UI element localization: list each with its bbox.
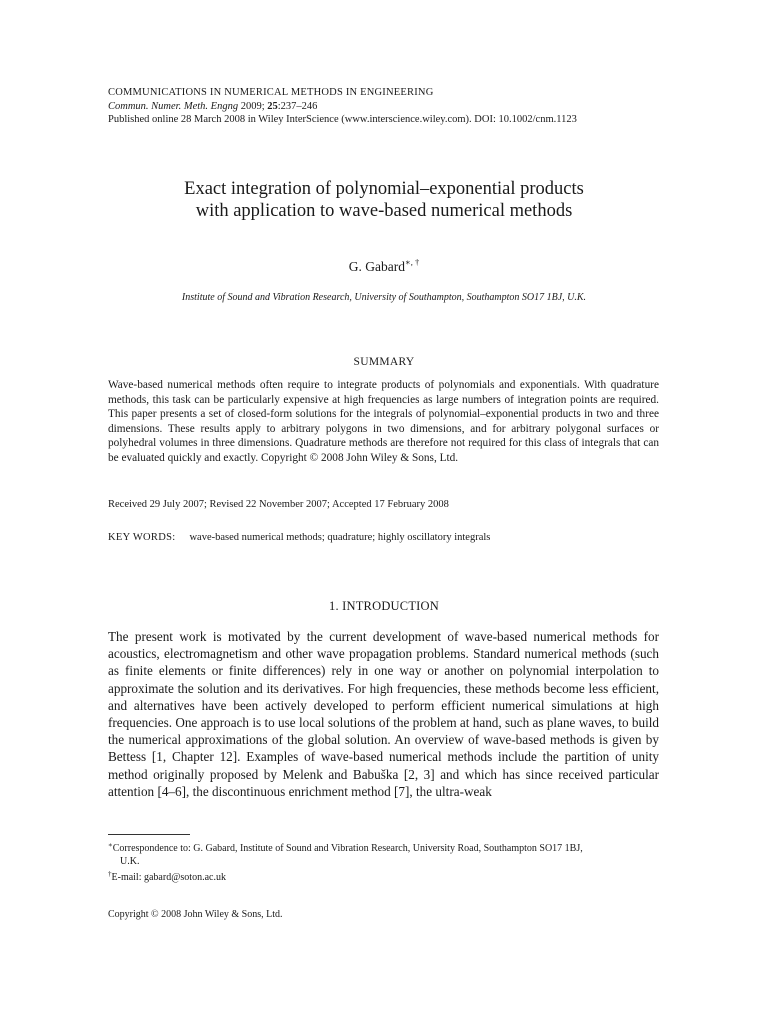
footnote-2-mark: † [108, 870, 112, 878]
title-line-2: with application to wave-based numerical methods [195, 201, 573, 221]
section-heading: 1. INTRODUCTION [329, 599, 439, 613]
copyright-notice: Copyright © 2008 John Wiley & Sons, Ltd. [108, 909, 283, 920]
footnote-2-text: E-mail: gabard@soton.ac.uk [111, 872, 226, 883]
footnotes [108, 839, 668, 885]
summary-heading: SUMMARY [353, 356, 415, 368]
footnote-1-text: Correspondence to: G. Gabard, Institute of Sound and Vibration Research, University Road, Southampton SO17 1BJ, [112, 843, 583, 854]
article-title [84, 178, 684, 222]
footnote-2 [108, 868, 668, 885]
title-line-1: Exact integration of polynomial–exponential products [184, 179, 584, 199]
journal-citation [108, 100, 668, 114]
introduction-text: The present work is motivated by the current development of wave-based numerical methods for acoustics, electromagnetism and other wave propagation problems. Standard numerical methods (such as finite elements or finite differences) rely in one way or another on polynomial interpolation to approximate the solution and its derivatives. For high frequencies, these methods become less efficient, and alternatives have been actively developed to perform efficient numerical simulations at high frequencies. One approach is to use local solutions of the problem at hand, such as plane waves, to build the numerical approximations of the global solution. An overview of wave-based methods is given by Bettess [1, Chapter 12]. Examples of wave-based numerical methods include the partition of unity method originally proposed by Melenk and Babuška [2, 3] and which has since received particular attention [4–6], the discontinuous enrichment method [7], the ultra-weak [108, 629, 659, 799]
journal-volume: 25 [267, 100, 278, 112]
footnote-1-continued: U.K. [120, 855, 140, 867]
journal-name: COMMUNICATIONS IN NUMERICAL METHODS IN ENGINEERING [108, 87, 434, 98]
keywords-text: wave-based numerical methods; quadrature; highly oscillatory integrals [189, 532, 491, 543]
affiliation: Institute of Sound and Vibration Research, University of Southampton, Southampton SO17 1BJ, U.K. [181, 292, 587, 303]
footnote-rule [108, 834, 190, 835]
footnote-1-mark: ∗ [108, 841, 113, 849]
keywords [108, 532, 668, 543]
journal-pages: :237–246 [277, 100, 318, 112]
author-name: G. Gabard [348, 259, 405, 274]
author-marks: ∗, † [404, 257, 420, 267]
author-line [84, 257, 684, 275]
journal-published: Published online 28 March 2008 in Wiley InterScience (www.interscience.wiley.com). DOI: 10.1002/cnm.1123 [108, 114, 577, 125]
received-dates: Received 29 July 2007; Revised 22 November 2007; Accepted 17 February 2008 [108, 499, 449, 510]
journal-year: 2009; [240, 100, 265, 112]
abstract-text: Wave-based numerical methods often require to integrate products of polynomials and exponentials. With quadrature methods, this task can be particularly expensive at high frequencies as large numbers of integration points are required. This paper presents a set of closed-form solutions for the integrals of polynomial–exponential products in two and three dimensions. These results apply to arbitrary polygons in two dimensions, and for arbitrary polygonal surfaces or polyhedral volumes in three dimensions. Quadrature methods are therefore not required for this class of integrals that can be evaluated quickly and exactly. Copyright © 2008 John Wiley & Sons, Ltd. [108, 379, 659, 464]
journal-header [108, 86, 668, 127]
journal-abbrev: Commun. Numer. Meth. Engng [108, 100, 239, 112]
keywords-label: KEY WORDS: [108, 532, 176, 543]
footnote-1 [108, 839, 668, 856]
